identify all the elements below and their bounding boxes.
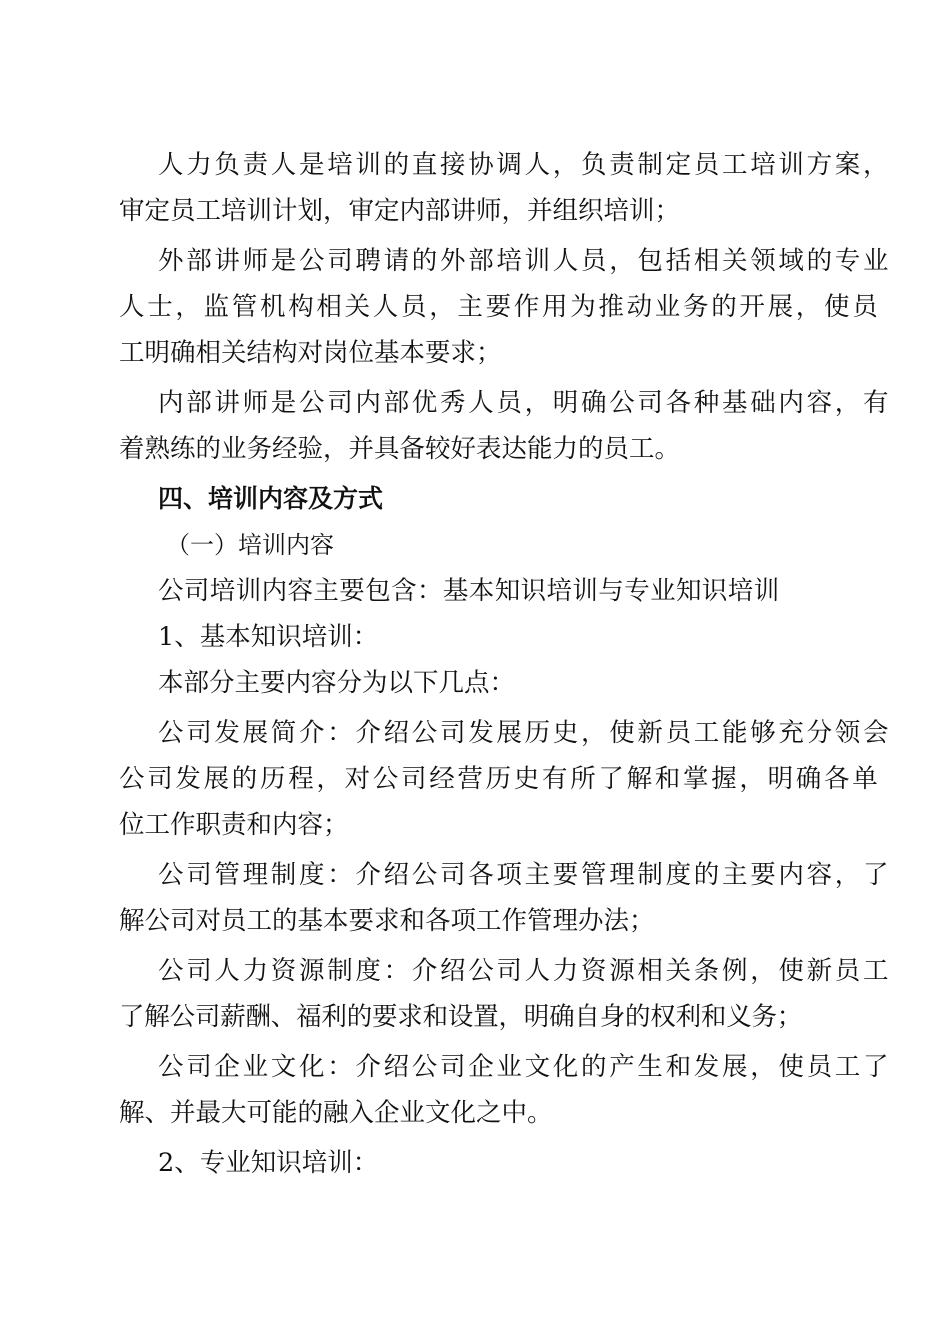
section-heading: 四、培训内容及方式 <box>158 484 384 513</box>
paragraph-line: 解公司对员工的基本要求和各项工作管理办法； <box>119 906 655 936</box>
paragraph-line: 了解公司薪酬、福利的要求和设置，明确自身的权利和义务； <box>119 1002 803 1032</box>
paragraph-line: 公司发展简介：介绍公司发展历史，使新员工能够充分领会 <box>158 718 892 748</box>
paragraph-line: 本部分主要内容分为以下几点： <box>158 668 516 698</box>
paragraph-line: 内部讲师是公司内部优秀人员，明确公司各种基础内容，有 <box>158 388 892 418</box>
paragraph-line: 公司发展的历程，对公司经营历史有所了解和掌握，明确各单 <box>119 764 881 794</box>
paragraph-line: 解、并最大可能的融入企业文化之中。 <box>119 1098 553 1128</box>
paragraph-line: 公司人力资源制度：介绍公司人力资源相关条例，使新员工 <box>158 956 892 986</box>
paragraph-line: 人力负责人是培训的直接协调人，负责制定员工培训方案， <box>158 150 892 180</box>
paragraph-line: 公司培训内容主要包含：基本知识培训与专业知识培训 <box>158 576 780 606</box>
list-heading: 1、基本知识培训： <box>158 622 379 652</box>
paragraph-line: 外部讲师是公司聘请的外部培训人员，包括相关领域的专业 <box>158 246 892 276</box>
paragraph-line: 工明确相关结构对岗位基本要求； <box>119 338 502 368</box>
paragraph-line: 审定员工培训计划，审定内部讲师，并组织培训； <box>119 196 681 226</box>
paragraph-line: 人士，监管机构相关人员，主要作用为推动业务的开展，使员 <box>119 292 881 322</box>
paragraph-line: 公司管理制度：介绍公司各项主要管理制度的主要内容，了 <box>158 860 892 890</box>
list-heading: 2、专业知识培训： <box>158 1148 379 1178</box>
document-body <box>119 142 892 1186</box>
paragraph-line: 着熟练的业务经验，并具备较好表达能力的员工。 <box>119 434 681 464</box>
paragraph-line: 公司企业文化：介绍公司企业文化的产生和发展，使员工了 <box>158 1052 892 1082</box>
paragraph-line: 位工作职责和内容； <box>119 810 349 840</box>
subsection-heading: （一）培训内容 <box>166 531 334 559</box>
